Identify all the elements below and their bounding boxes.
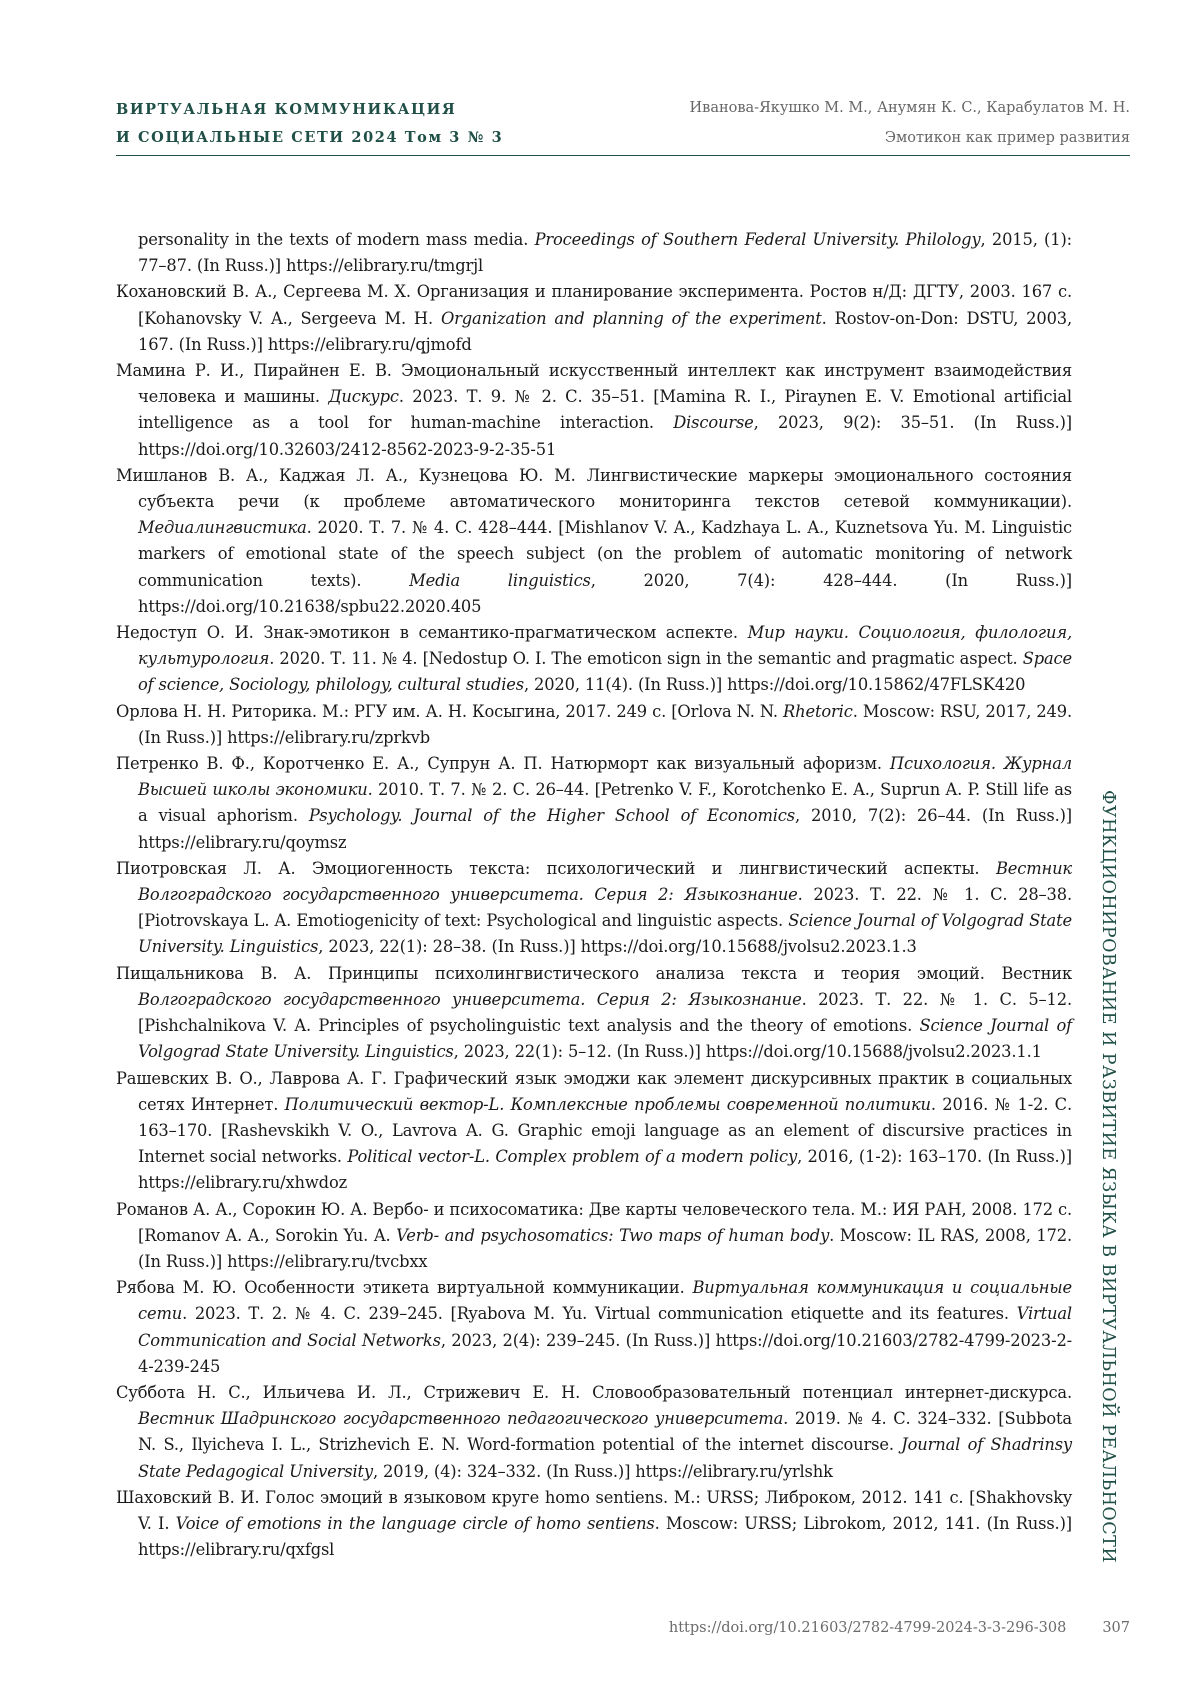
reference-text: . 2023. Т. 22. № 1. С. 28–38. [Piotrovskaya L. A. Emotiogenicity of text: Psychological and linguistic aspects. [138, 885, 1072, 931]
reference-italic-text: Психология. Журнал Высшей школы экономики [138, 754, 1072, 800]
page-footer [669, 1620, 1130, 1636]
reference-entry [116, 1380, 1072, 1485]
reference-text: Недоступ О. И. Знак-эмотикон в семантико-прагматическом аспекте. [116, 623, 748, 643]
reference-text: . 2023. Т. 9. № 2. С. 35–51. [Mamina R. I., Piraynen E. V. Emotional artificial intelligence as a tool for human-machine interaction. [138, 387, 1072, 433]
reference-italic-text: Organization and planning of the experiment [440, 308, 822, 328]
reference-italic-text: Voice of emotions in the language circle of homo sentiens [175, 1513, 655, 1533]
reference-entry [116, 751, 1072, 856]
reference-text: . 2020. Т. 11. № 4. [Nedostup O. I. The emoticon sign in the semantic and pragmatic aspect. [269, 649, 1023, 669]
running-authors: Иванова-Якушко М. М., Анумян К. С., Карабулатов М. Н. [689, 100, 1130, 116]
reference-entry [116, 1275, 1072, 1380]
reference-entry [116, 227, 1072, 279]
header-divider [116, 155, 1130, 156]
reference-text: Петренко В. Ф., Коротченко Е. А., Супрун А. П. Натюрморт как визуальный афоризм. [116, 754, 890, 774]
reference-text: , 2023, 22(1): 5–12. (In Russ.)] https://doi.org/10.15688/jvolsu2.2023.1.1 [453, 1042, 1042, 1062]
journal-title-line1: ВИРТУАЛЬНАЯ КОММУНИКАЦИЯ [116, 101, 457, 118]
reference-italic-text: Мир науки. Социология, филология, культурология [138, 623, 1072, 669]
reference-text: Суббота Н. С., Ильичева И. Л., Стрижевич Е. Н. Словообразовательный потенциал интернет-дискурса. [116, 1382, 1072, 1402]
reference-text: Пищальникова В. А. Принципы психолингвистического анализа текста и теория эмоций. Вестник [116, 963, 1072, 983]
journal-title [116, 96, 503, 152]
reference-italic-text: Proceedings of Southern Federal University. Philology [534, 230, 981, 249]
reference-italic-text: Media linguistics [409, 570, 591, 590]
reference-entry [116, 1485, 1072, 1564]
reference-text: , 2010, 7(2): 26–44. (In Russ.)] https://elibrary.ru/qoymsz [138, 806, 1073, 852]
reference-text: personality in the texts of modern mass media. [138, 230, 535, 249]
reference-text: , 2023, 22(1): 28–38. (In Russ.)] https://doi.org/10.15688/jvolsu2.2023.1.3 [318, 937, 917, 957]
reference-text: , 2023, 9(2): 35–51. (In Russ.)] https://doi.org/10.32603/2412-8562-2023-9-2-35-51 [138, 413, 1072, 459]
reference-text: . 2023. Т. 2. № 4. С. 239–245. [Ryabova M. Yu. Virtual communication etiquette and its features. [182, 1304, 1017, 1324]
reference-text: Рашевских В. О., Лаврова А. Г. Графический язык эмоджи как элемент дискурсивных практик в социальных сетях Интернет. [116, 1068, 1072, 1114]
section-title-vertical: ФУНКЦИОНИРОВАНИЕ И РАЗВИТИЕ ЯЗЫКА В ВИРТУАЛЬНОЙ РЕАЛЬНОСТИ [1098, 790, 1118, 1564]
reference-italic-text: Virtual Communication and Social Networks [138, 1304, 1072, 1350]
reference-italic-text: Политический вектор-L. Комплексные проблемы современной политики [284, 1094, 931, 1114]
reference-text: , 2020, 7(4): 428–444. (In Russ.)] https://doi.org/10.21638/spbu22.2020.405 [138, 570, 1072, 616]
reference-italic-text: Journal of Shadrinsy State Pedagogical University [138, 1435, 1072, 1481]
reference-text: Пиотровская Л. А. Эмоциогенность текста: психологический и лингвистический аспекты. [116, 858, 996, 878]
reference-text: Мамина Р. И., Пирайнен Е. В. Эмоциональный искусственный интеллект как инструмент взаимодействия человека и машины. [116, 361, 1072, 407]
reference-italic-text: Discourse [673, 413, 754, 433]
reference-entry [116, 620, 1072, 699]
reference-text: Орлова Н. Н. Риторика. М.: РГУ им. А. Н. Косыгина, 2017. 249 с. [Orlova N. N. [116, 701, 784, 721]
reference-text: . Moscow: RSU, 2017, 249. (In Russ.)] https://elibrary.ru/zprkvb [138, 701, 1072, 747]
reference-text: , 2020, 11(4). (In Russ.)] https://doi.org/10.15862/47FLSK420 [523, 675, 1026, 695]
reference-text: . Moscow: IL RAS, 2008, 172. (In Russ.)] https://elibrary.ru/tvcbxx [138, 1225, 1072, 1271]
reference-entry [116, 961, 1072, 1066]
reference-text: Романов А. А., Сорокин Ю. А. Вербо- и психосоматика: Две карты человеческого тела. М.: ИЯ РАН, 2008. 172 с. [Romanov A. A., Sorokin Yu. A. [116, 1199, 1072, 1245]
reference-entry [116, 856, 1072, 961]
reference-italic-text: Psychology. Journal of the Higher School of Economics [308, 806, 795, 826]
reference-text: , 2016, (1-2): 163–170. (In Russ.)] https://elibrary.ru/xhwdoz [138, 1147, 1072, 1193]
reference-text: Мишланов В. А., Каджая Л. А., Кузнецова Ю. М. Лингвистические маркеры эмоционального состояния субъекта речи (к проблеме автоматического мониторинга текстов сетевой коммуникации). [116, 465, 1072, 512]
reference-text: Кохановский В. А., Сергеева М. Х. Организация и планирование эксперимента. Ростов н/Д: ДГТУ, 2003. 167 с. [Kohanovsky V. A., Sergeeva M. H. [116, 282, 1072, 328]
reference-italic-text: Science Journal of Volgograd State University. Linguistics [138, 911, 1072, 957]
reference-italic-text: Political vector-L. Complex problem of a modern policy [347, 1147, 798, 1167]
reference-text: Шаховский В. И. Голос эмоций в языковом круге homo sentiens. М.: URSS; Либроком, 2012. 141 с. [Shakhovsky V. I. [116, 1487, 1072, 1533]
reference-entry [116, 279, 1072, 358]
reference-entry [116, 463, 1072, 620]
reference-text: . 2019. № 4. С. 324–332. [Subbota N. S., Ilyicheva I. L., Strizhevich E. N. Word-formation potential of the internet discourse. [138, 1409, 1072, 1455]
reference-italic-text: Дискурс [328, 387, 399, 407]
reference-text: . Rostov-on-Don: DSTU, 2003, 167. (In Russ.)] https://elibrary.ru/qjmofd [138, 308, 1073, 354]
reference-text: . 2023. Т. 22. № 1. С. 5–12. [Pishchalnikova V. A. Principles of psycholinguistic text analysis and the theory of emotions. [138, 989, 1072, 1036]
reference-text: , 2023, 2(4): 239–245. (In Russ.)] https://doi.org/10.21603/2782-4799-2023-2-4-239-245 [138, 1330, 1073, 1376]
doi-link[interactable]: https://doi.org/10.21603/2782-4799-2024-3-3-296-308 [668, 1620, 1067, 1636]
page-number: 307 [1102, 1620, 1130, 1636]
reference-italic-text: Verb- and psychosomatics: Two maps of human body [396, 1225, 830, 1245]
reference-italic-text: Вестник Шадринского государственного педагогического университета [138, 1409, 784, 1429]
journal-title-line2: И СОЦИАЛЬНЫЕ СЕТИ 2024 Том 3 № 3 [116, 129, 504, 146]
reference-text: . 2020. Т. 7. № 4. С. 428–444. [Mishlanov V. A., Kadzhaya L. A., Kuznetsova Yu. M. Linguistic markers of emotional state of the speech subject (on the problem of automatic monitoring of network communication texts). [138, 518, 1072, 590]
running-header [690, 93, 1130, 153]
reference-italic-text: Вестник Волгоградского государственного университета. Серия 2: Языкознание [138, 858, 1072, 905]
reference-text: , 2019, (4): 324–332. (In Russ.)] https://elibrary.ru/yrlshk [372, 1461, 833, 1481]
reference-list [116, 227, 1072, 1563]
reference-entry [116, 1066, 1072, 1197]
reference-text: . Moscow: URSS; Librokom, 2012, 141. (In Russ.)] https://elibrary.ru/qxfgsl [138, 1513, 1072, 1560]
reference-italic-text: Медиалингвистика [138, 518, 307, 538]
reference-entry [116, 699, 1072, 751]
reference-italic-text: Space of science, Sociology, philology, cultural studies [138, 649, 1072, 695]
running-article-title: Эмотикон как пример развития [884, 130, 1130, 146]
reference-text: . 2016. № 1-2. С. 163–170. [Rashevskikh V. O., Lavrova A. G. Graphic emoji language as an element of discursive practices in Internet social networks. [138, 1094, 1072, 1167]
reference-italic-text: Rhetoric [783, 701, 853, 721]
reference-text: Рябова М. Ю. Особенности этикета виртуальной коммуникации. [116, 1278, 693, 1298]
reference-entry [116, 1197, 1072, 1276]
reference-text: , 2015, (1): 77–87. (In Russ.)] https://elibrary.ru/tmgrjl [138, 230, 1072, 276]
reference-text: . 2010. Т. 7. № 2. С. 26–44. [Petrenko V. F., Korotchenko E. A., Suprun A. P. Still life as a visual aphorism. [138, 780, 1072, 826]
reference-entry [116, 358, 1072, 463]
reference-italic-text: Виртуальная коммуникация и социальные сети [138, 1278, 1072, 1324]
reference-italic-text: Science Journal of Volgograd State University. Linguistics [138, 1016, 1072, 1062]
reference-italic-text: Волгоградского государственного университета. Серия 2: Языкознание [138, 989, 802, 1009]
